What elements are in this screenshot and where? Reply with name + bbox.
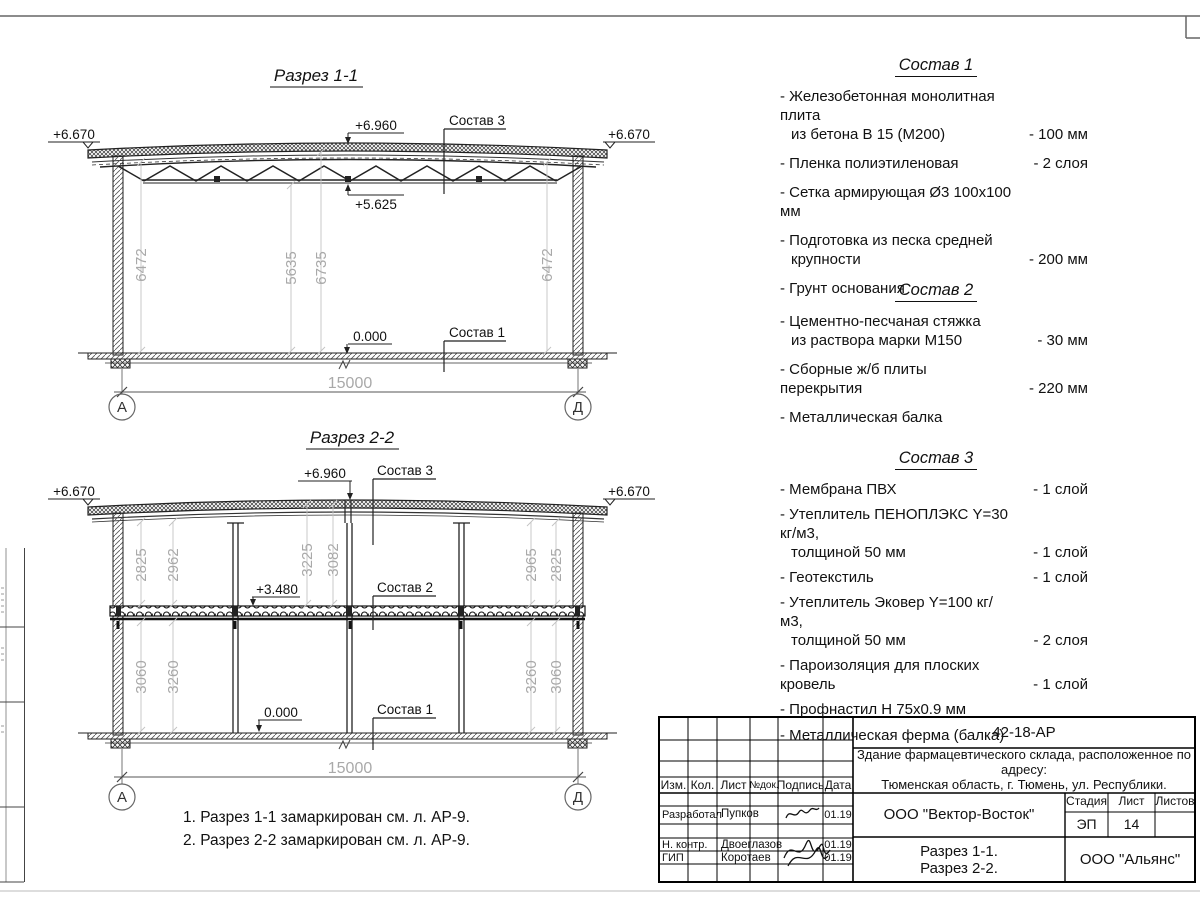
dim-3060-r: 3060 <box>548 660 565 694</box>
signature-icon <box>786 808 819 818</box>
axis-d-2: Д <box>572 789 584 806</box>
tb-col-ndok: №док. <box>749 779 779 791</box>
list-item: - Сборные ж/б плиты перекрытия - 220 мм <box>780 361 1088 398</box>
floor-2 <box>78 733 617 749</box>
wall-left-1 <box>113 156 123 355</box>
tb-col-podpis: Подпись <box>776 777 825 792</box>
elev-truss-1: +5.625 <box>355 197 397 212</box>
elev-ridge-2: +6.960 <box>304 466 346 481</box>
note-line: 1. Разрез 1-1 замаркирован см. л. АР-9. <box>183 809 470 826</box>
tb-stage-header: Стадия <box>1066 794 1107 809</box>
wall-right-1 <box>573 156 583 355</box>
elev-eave-left-1: +6.670 <box>53 127 95 142</box>
list-item: - Геотекстиль - 1 слой <box>780 569 1088 587</box>
span-dim-2 <box>109 749 591 810</box>
composition-1-list <box>780 56 1092 308</box>
tb-sheet-header: Лист <box>1118 794 1145 809</box>
list-item: - Мембрана ПВХ - 1 слой <box>780 481 1088 498</box>
tb-col-list: Лист <box>720 777 747 792</box>
vertical-dims-upper-2 <box>133 500 565 608</box>
tb-object <box>856 747 1192 792</box>
tb-sheet-title-line1: Разрез 1-1. <box>920 842 998 860</box>
list-item: - Подготовка из песка средней крупности - 200 мм <box>780 232 1088 269</box>
label-sostav1-2: Состав 1 <box>377 702 433 717</box>
tb-name-ncontrol: Двоеглазов <box>721 838 783 851</box>
tb-col-izm: Изм. <box>660 777 687 792</box>
list-item: - Цементно-песчаная стяжка из раствора марки М150 - 30 мм <box>780 313 1088 350</box>
list-item: - Утеплитель Эковер Y=100 кг/м3, толщиной 50 мм - 2 слоя <box>780 594 1088 650</box>
dim-3260-l: 3260 <box>165 660 182 694</box>
tb-col-kol: Кол. <box>690 777 715 792</box>
tb-role-developer: Разработал <box>662 808 722 821</box>
roof-2 <box>88 500 607 523</box>
tb-col-data: Дата <box>824 777 852 792</box>
roof-1 <box>88 143 607 165</box>
composition-3-title: Состав 3 <box>780 449 1092 468</box>
dim-3082-c: 3082 <box>325 543 342 577</box>
dim-5635-1: 5635 <box>283 251 300 285</box>
tb-sheet-value: 14 <box>1123 815 1140 832</box>
dim-2962-l: 2962 <box>165 548 182 582</box>
dim-2965-r: 2965 <box>523 548 540 582</box>
dim-3225-c: 3225 <box>299 543 316 577</box>
tb-name-developer: Пупков <box>721 808 759 821</box>
tb-role-ncontrol: Н. контр. <box>662 839 708 852</box>
composition-2-list <box>780 281 1092 437</box>
truss <box>100 160 596 184</box>
tb-date-gip: 01.19 <box>824 852 852 865</box>
tb-role-gip: ГИП <box>662 852 684 865</box>
list-item: - Профнастил Н 75х0.9 мм <box>780 701 967 719</box>
dim-2825-l: 2825 <box>133 548 150 582</box>
list-item: - Пленка полиэтиленовая - 2 слоя <box>780 155 1088 173</box>
axis-d-1: Д <box>572 399 584 416</box>
dim-2825-r: 2825 <box>548 548 565 582</box>
dim-6472-left-1: 6472 <box>133 248 150 282</box>
elev-eave-right-1: +6.670 <box>608 127 650 142</box>
elev-eave-right-2: +6.670 <box>608 484 650 499</box>
tb-firm: ООО "Альянс" <box>1079 851 1181 869</box>
elev-ridge-1: +6.960 <box>355 118 397 133</box>
axis-a-1: А <box>116 399 128 416</box>
section-2-2 <box>48 428 655 810</box>
label-sostav1-1: Состав 1 <box>449 325 505 340</box>
vertical-dims-lower-2 <box>133 618 565 735</box>
vertical-dims-1 <box>133 148 556 355</box>
elev-zero-1: 0.000 <box>353 329 387 344</box>
dim-3060-l: 3060 <box>133 660 150 694</box>
dim-6735-1: 6735 <box>313 251 330 285</box>
composition-2-title: Состав 2 <box>780 281 1092 300</box>
list-item: - Металлическая ферма (балка) <box>780 726 1005 744</box>
list-item: - Пароизоляция для плоских кровель - 1 слой <box>780 657 1088 694</box>
floor-1 <box>78 353 617 369</box>
tb-sheet-title <box>853 840 1065 880</box>
section-1-1 <box>48 66 655 420</box>
list-item: - Металлическая балка <box>780 409 943 427</box>
tb-sheets-header: Листов <box>1155 794 1195 809</box>
tb-name-gip: Коротаев <box>721 851 771 864</box>
tb-doc-number: 42-18-АР <box>992 723 1056 741</box>
composition-1-title: Состав 1 <box>780 56 1092 75</box>
dim-span-1: 15000 <box>327 375 373 392</box>
composition-3-list <box>780 449 1092 751</box>
dim-span-2: 15000 <box>327 760 373 777</box>
elev-zero-2: 0.000 <box>264 705 298 720</box>
note-line: 2. Разрез 2-2 замаркирован см. л. АР-9. <box>183 832 470 850</box>
label-sostav3-2: Состав 3 <box>377 463 433 478</box>
tb-org: ООО "Вектор-Восток" <box>883 806 1035 824</box>
list-item: - Утеплитель ПЕНОПЛЭКС Y=30 кг/м3, толщиной 50 мм - 1 слой <box>780 506 1088 562</box>
section-2-title: Разрез 2-2 <box>309 428 395 447</box>
list-item: - Железобетонная монолитная плита из бетона В 15 (М200) - 100 мм <box>780 88 1088 144</box>
tb-stage-value: ЭП <box>1076 815 1097 832</box>
section-1-title: Разрез 1-1 <box>273 66 359 85</box>
left-frame-strip <box>0 548 25 882</box>
list-item: - Грунт основания <box>780 280 905 298</box>
list-item: - Сетка армирующая Ø3 100х100 мм <box>780 184 1012 221</box>
elev-mid-2: +3.480 <box>256 582 298 597</box>
label-sostav3-1: Состав 3 <box>449 113 505 128</box>
tb-sheet-title-line2: Разрез 2-2. <box>920 860 998 877</box>
tb-date-ncontrol: 01.19 <box>824 839 852 852</box>
tb-object-line2: Тюменская область, г. Тюмень, ул. Республики. <box>881 776 1167 792</box>
dim-6472-right-1: 6472 <box>539 248 556 282</box>
axis-a-2: А <box>116 789 128 806</box>
tb-date-developer: 01.19 <box>824 808 852 821</box>
notes <box>183 806 470 853</box>
tb-object-line1: Здание фармацевтического склада, расположенное по адресу: <box>856 747 1192 778</box>
span-dim-1 <box>109 369 591 420</box>
label-sostav2-2: Состав 2 <box>377 580 433 595</box>
elev-eave-left-2: +6.670 <box>53 484 95 499</box>
dim-3260-r: 3260 <box>523 660 540 694</box>
